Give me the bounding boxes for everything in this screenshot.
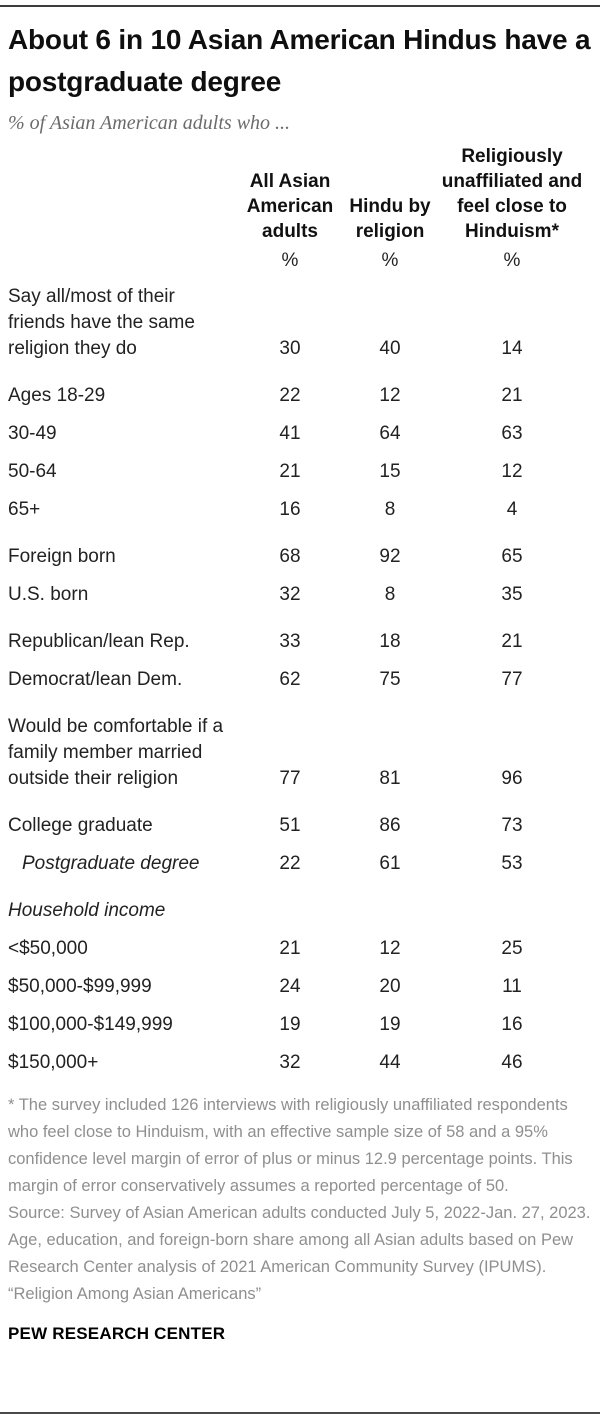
row-value: 24 bbox=[279, 976, 301, 997]
percent-unit: % bbox=[381, 250, 399, 271]
row-value: 81 bbox=[379, 768, 401, 789]
row-value: 11 bbox=[502, 976, 522, 997]
table-row bbox=[8, 529, 592, 576]
table-row bbox=[8, 415, 592, 453]
row-value: 62 bbox=[279, 669, 301, 690]
row-label: Ages 18-29 bbox=[8, 385, 106, 406]
table-row bbox=[8, 968, 592, 1006]
row-label: 65+ bbox=[8, 499, 41, 520]
table-row bbox=[8, 278, 592, 368]
table-row bbox=[8, 845, 592, 883]
content-area bbox=[0, 19, 600, 1344]
row-label: Democrat/lean Dem. bbox=[8, 669, 183, 690]
percent-unit-row bbox=[8, 244, 592, 278]
top-divider bbox=[0, 5, 600, 7]
row-value-empty bbox=[232, 883, 348, 930]
table-row bbox=[8, 1044, 592, 1082]
row-value: 16 bbox=[279, 499, 301, 520]
table-row bbox=[8, 1006, 592, 1044]
row-value: 32 bbox=[279, 1052, 301, 1073]
row-value: 12 bbox=[379, 938, 401, 959]
row-label: College graduate bbox=[8, 815, 153, 836]
row-value-empty bbox=[432, 883, 592, 930]
section-label: Household income bbox=[8, 900, 166, 921]
row-value: 15 bbox=[379, 461, 401, 482]
table-section-row bbox=[8, 883, 592, 930]
row-value: 32 bbox=[279, 584, 301, 605]
row-value: 21 bbox=[279, 938, 301, 959]
row-label: Republican/lean Rep. bbox=[8, 631, 190, 652]
row-label: 50-64 bbox=[8, 461, 57, 482]
row-value: 20 bbox=[379, 976, 401, 997]
row-label: 30-49 bbox=[8, 423, 57, 444]
row-value: 63 bbox=[501, 423, 523, 444]
row-label: $100,000-$149,999 bbox=[8, 1014, 173, 1035]
column-header-hindu: Hindu by religion bbox=[349, 196, 431, 242]
row-value: 30 bbox=[279, 338, 301, 359]
row-value: 51 bbox=[279, 815, 301, 836]
row-value: 33 bbox=[279, 631, 301, 652]
table-row bbox=[8, 930, 592, 968]
row-label: Postgraduate degree bbox=[22, 853, 200, 874]
row-value: 18 bbox=[379, 631, 401, 652]
row-value: 35 bbox=[501, 584, 523, 605]
row-value: 19 bbox=[279, 1014, 301, 1035]
row-value: 22 bbox=[279, 853, 301, 874]
row-value: 21 bbox=[501, 631, 523, 652]
row-value: 19 bbox=[379, 1014, 401, 1035]
row-value: 65 bbox=[501, 546, 523, 567]
row-label: U.S. born bbox=[8, 584, 89, 605]
row-value: 92 bbox=[379, 546, 401, 567]
table-row bbox=[8, 614, 592, 661]
footnote-source: Source: Survey of Asian American adults conducted July 5, 2022-Jan. 27, 2023. Age, education, and foreign-born share among all Asian adults based on Pew Research Center analysis of 2021 American Community Survey (IPUMS). bbox=[8, 1204, 591, 1276]
table-row bbox=[8, 491, 592, 529]
percent-unit: % bbox=[503, 250, 521, 271]
bottom-divider bbox=[0, 1412, 600, 1414]
row-value: 61 bbox=[379, 853, 401, 874]
row-label: Say all/most of their friends have the same religion they do bbox=[8, 286, 195, 359]
row-value: 40 bbox=[379, 338, 401, 359]
row-value: 73 bbox=[501, 815, 523, 836]
row-value: 64 bbox=[379, 423, 401, 444]
footnotes bbox=[8, 1092, 592, 1308]
percent-unit: % bbox=[281, 250, 299, 271]
row-value: 14 bbox=[501, 338, 523, 359]
percent-unit-empty bbox=[8, 244, 232, 278]
table-row bbox=[8, 798, 592, 845]
row-value: 21 bbox=[279, 461, 301, 482]
table-row bbox=[8, 453, 592, 491]
row-value: 4 bbox=[506, 499, 518, 520]
row-value: 44 bbox=[379, 1052, 401, 1073]
row-label: Would be comfortable if a family member married outside their religion bbox=[8, 716, 224, 789]
row-label: $50,000-$99,999 bbox=[8, 976, 152, 997]
row-value: 77 bbox=[501, 669, 523, 690]
row-value: 53 bbox=[501, 853, 523, 874]
row-value: 68 bbox=[279, 546, 301, 567]
page-subtitle: % of Asian American adults who ... bbox=[8, 112, 291, 134]
row-value: 21 bbox=[501, 385, 523, 406]
column-header-row bbox=[8, 144, 592, 244]
row-value: 16 bbox=[501, 1014, 523, 1035]
table-row bbox=[8, 699, 592, 798]
footnote-asterisk: * The survey included 126 interviews with religiously unaffiliated respondents who feel close to Hinduism, with an effective sample size of 58 and a 95% confidence level margin of error of plus or minus 12.9 percentage points. This margin of error conservatively assumes a reported percentage of 50. bbox=[8, 1096, 573, 1195]
pew-research-center-wordmark: PEW RESEARCH CENTER bbox=[8, 1324, 226, 1343]
row-value: 8 bbox=[384, 584, 396, 605]
row-value: 86 bbox=[379, 815, 401, 836]
footnote-report-title: “Religion Among Asian Americans” bbox=[8, 1285, 262, 1303]
row-value: 25 bbox=[501, 938, 523, 959]
table-row bbox=[8, 576, 592, 614]
row-value: 41 bbox=[279, 423, 301, 444]
column-header-all-asian: All Asian American adults bbox=[246, 171, 334, 242]
row-label: $150,000+ bbox=[8, 1052, 99, 1073]
table-row bbox=[8, 661, 592, 699]
data-table bbox=[8, 144, 592, 1082]
table-row bbox=[8, 368, 592, 415]
row-label: Foreign born bbox=[8, 546, 116, 567]
row-label: <$50,000 bbox=[8, 938, 88, 959]
row-value: 22 bbox=[279, 385, 301, 406]
row-value-empty bbox=[348, 883, 432, 930]
column-header-unaffiliated: Religiously unaffiliated and feel close to Hinduism* bbox=[441, 146, 583, 242]
row-value: 96 bbox=[501, 768, 523, 789]
page-title: About 6 in 10 Asian American Hindus have a postgraduate degree bbox=[8, 24, 591, 97]
label-column-header bbox=[8, 144, 232, 244]
row-value: 12 bbox=[379, 385, 401, 406]
row-value: 12 bbox=[501, 461, 523, 482]
row-value: 75 bbox=[379, 669, 401, 690]
table-header bbox=[8, 144, 592, 278]
row-value: 8 bbox=[384, 499, 396, 520]
row-value: 77 bbox=[279, 768, 301, 789]
row-value: 46 bbox=[501, 1052, 523, 1073]
